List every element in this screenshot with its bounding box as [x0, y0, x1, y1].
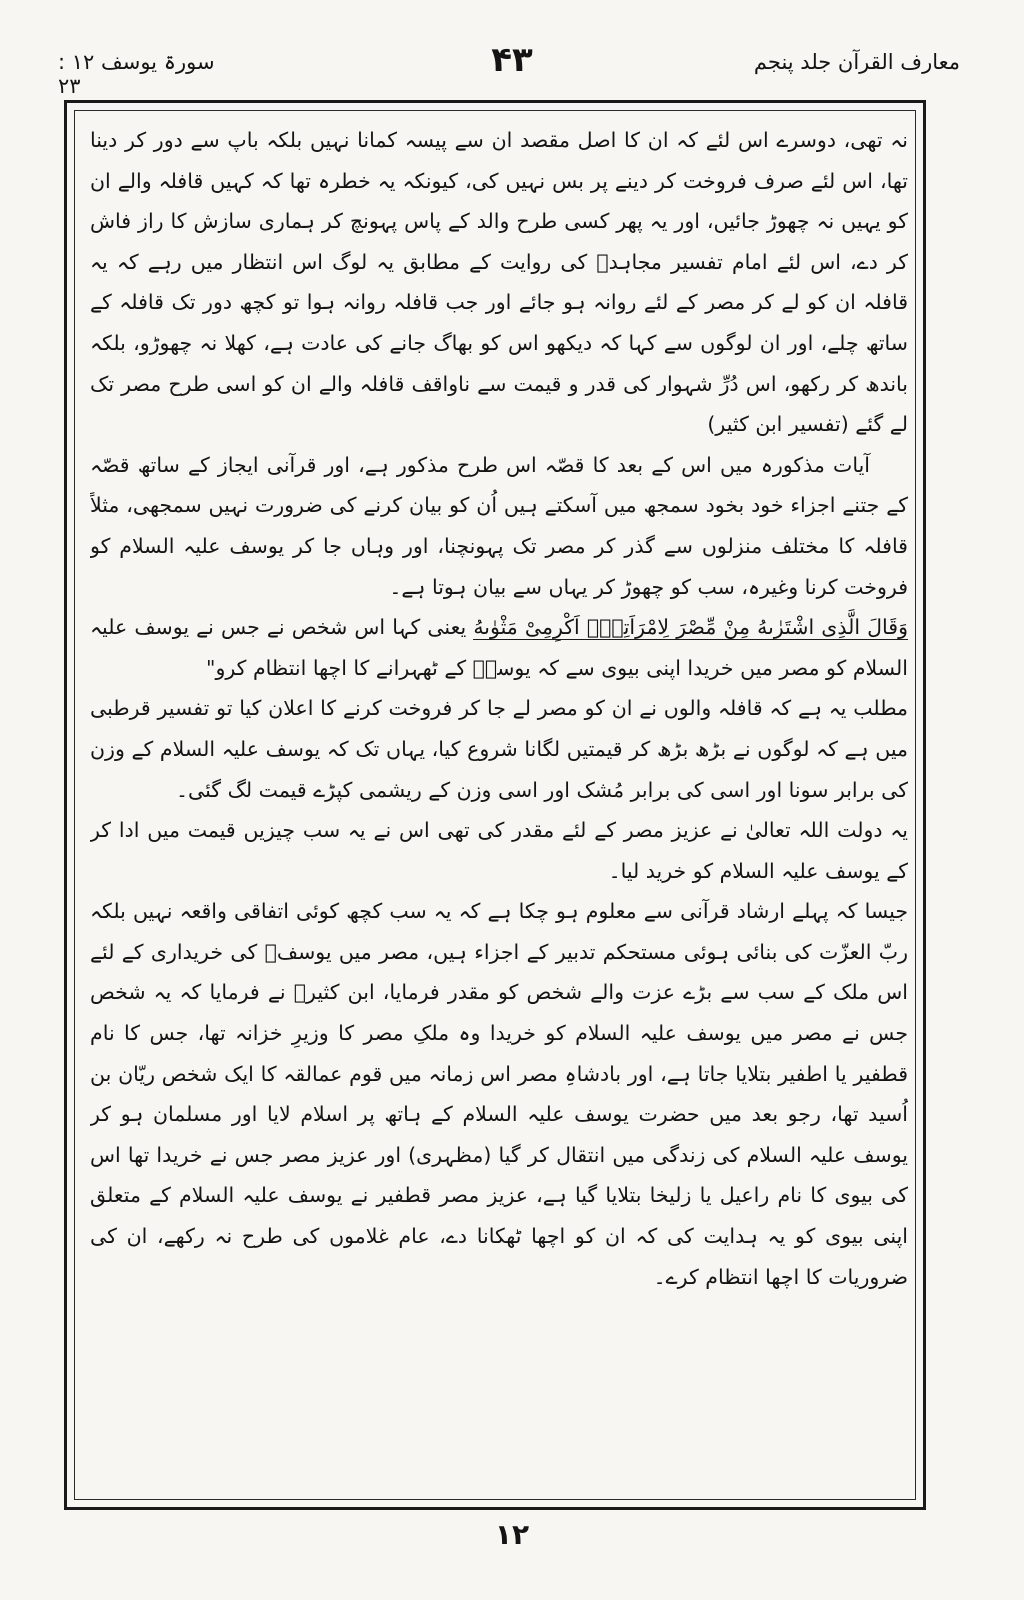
quran-verse [90, 607, 908, 688]
page-body [90, 120, 908, 1495]
paragraph-3: مطلب یہ ہے کہ قافلہ والوں نے ان کو مصر لے جا کر فروخت کرنے کا اعلان کیا تو تفسیر قرطبی میں ہے کہ لوگوں نے بڑھ بڑھ کر قیمتیں لگانا شروع کیا، یہاں تک کہ یوسف علیہ السلام کے وزن کی برابر سونا اور اسی کی برابر مُشک اور اسی وزن کے ریشمی کپڑے قیمت لگ گئی۔ [90, 696, 908, 802]
signature-mark: ۱۲ [494, 1518, 530, 1551]
surah-reference: سورۃ یوسف ۱۲ : ۲۳ [58, 50, 215, 98]
page-number: ۴۳ [491, 40, 533, 80]
paragraph-5: جیسا کہ پہلے ارشاد قرآنی سے معلوم ہو چکا ہے کہ یہ سب کچھ کوئی اتفاقی واقعہ نہیں بلکہ ربّ العزّت کی بنائی ہوئی مستحکم تدبیر کے اجزاء ہیں، مصر میں یوسفؑ کی خریداری کے لئے اس ملک کے سب سے بڑے عزت والے شخص کو مقدر فرمایا، ابن کثیرؒ نے فرمایا کہ یہ شخص جس نے مصر میں یوسف علیہ السلام کو خریدا وہ ملکِ مصر کا وزیرِ خزانہ تھا، جس کا نام قطفیر یا اطفیر بتلایا جاتا ہے، اور بادشاہِ مصر اس زمانہ میں قوم عمالقہ کا ایک شخص ریّان بن اُسید تھا، رجو بعد میں حضرت یوسف علیہ السلام کے ہاتھ پر اسلام لایا اور مسلمان ہو کر یوسف علیہ السلام کی زندگی میں انتقال کر گیا (مظہری) اور عزیز مصر جس نے خریدا تھا اس کی بیوی کا نام راعیل یا زلیخا بتلایا گیا ہے، عزیز مصر قطفیر نے یوسف علیہ السلام کے متعلق اپنی بیوی کو یہ ہدایت کی کہ ان کو اچھا ٹھکانا دے، عام غلاموں کی طرح نہ رکھے، ان کی ضروریات کا اچھا انتظام کرے۔ [90, 899, 908, 1289]
verse-arabic: وَقَالَ الَّذِى اشْتَرٰىهُ مِنْ مِّصْرَ لِامْرَاَتِهٖۤ اَكْرِمِىْ مَثْوٰىهُ [473, 615, 908, 640]
verse-translation: یعنی کہا اس شخص نے جس نے یوسف علیہ السلام کو مصر میں خریدا اپنی بیوی سے کہ یوسفؑ کے ٹھہرانے کا اچھا انتظام کرو" [90, 615, 908, 680]
paragraph-1: نہ تھی، دوسرے اس لئے کہ ان کا اصل مقصد ان سے پیسہ کمانا نہیں بلکہ باپ سے دور کر دینا تھا، اس لئے صرف فروخت کر دینے پر بس نہیں کی، کیونکہ یہ خطرہ تھا کہ کہیں قافلہ والے ان کو یہیں نہ چھوڑ جائیں، اور یہ پھر کسی طرح والد کے پاس پہونچ کر ہماری سازش کا راز فاش کر دے، اس لئے امام تفسیر مجاہدؒ کی روایت کے مطابق یہ لوگ اس انتظار میں رہے کہ یہ قافلہ ان کو لے کر مصر کے لئے روانہ ہو جائے اور جب قافلہ روانہ ہوا تو کچھ دور تک قافلہ کے ساتھ چلے، اور ان لوگوں سے کہا کہ دیکھو اس کو بھاگ جانے کی عادت ہے، کھلا نہ چھوڑو، بلکہ باندھ کر رکھو، اس دُرِّ شہوار کی قدر و قیمت سے ناواقف قافلہ والے ان کو اسی طرح مصر تک لے گئے (تفسیر ابن کثیر) [90, 128, 908, 437]
paragraph-4: یہ دولت اللہ تعالیٰ نے عزیز مصر کے لئے مقدر کی تھی اس نے یہ سب چیزیں قیمت میں ادا کر کے یوسف علیہ السلام کو خرید لیا۔ [90, 818, 908, 883]
paragraph-2: آیات مذکورہ میں اس کے بعد کا قصّہ اس طرح مذکور ہے، اور قرآنی ایجاز کے ساتھ قصّہ کے جتنے اجزاء خود بخود سمجھ میں آسکتے ہیں اُن کو بیان کرنے کی ضرورت نہیں سمجھی، مثلاً قافلہ کا مختلف منزلوں سے گذر کر مصر تک پہونچنا، اور وہاں جا کر یوسف علیہ السلام کو فروخت کرنا وغیرہ، سب کو چھوڑ کر یہاں سے بیان ہوتا ہے۔ [90, 452, 908, 599]
book-title: معارف القرآن جلد پنجم [753, 50, 960, 74]
